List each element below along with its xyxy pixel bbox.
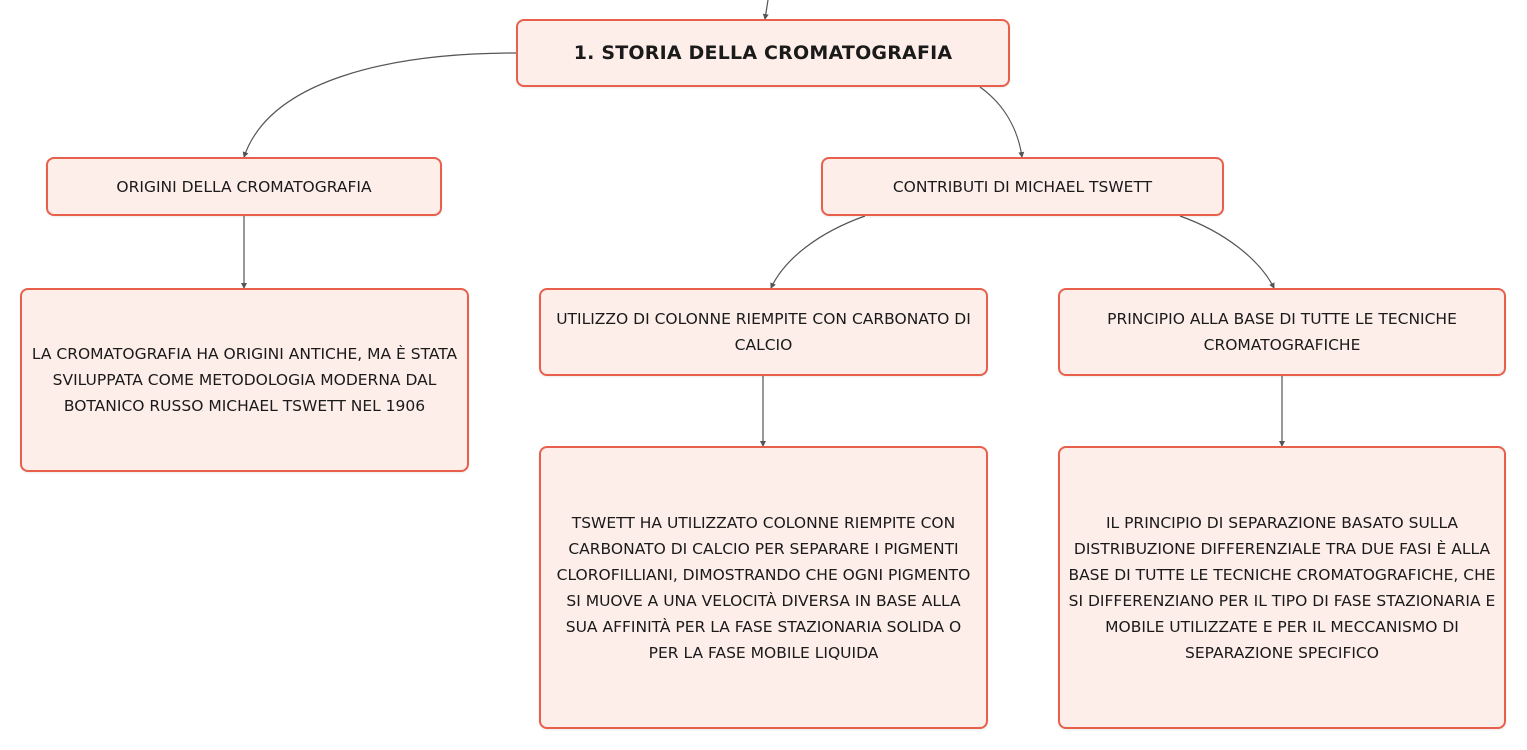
connector-root-to-contributions bbox=[980, 87, 1022, 157]
contributions-topic-node[interactable] bbox=[821, 157, 1224, 216]
origins-detail-text: LA CROMATOGRAFIA HA ORIGINI ANTICHE, MA È STATA SVILUPPATA COME METODOLOGIA MODERNA DAL BOTANICO RUSSO MICHAEL TSWETT NEL 1906 bbox=[31, 345, 458, 415]
columns-topic-label: UTILIZZO DI COLONNE RIEMPITE CON CARBONATO DI CALCIO bbox=[556, 310, 971, 354]
columns-detail-node[interactable] bbox=[539, 446, 988, 729]
principle-detail-text: IL PRINCIPIO DI SEPARAZIONE BASATO SULLA DISTRIBUZIONE DIFFERENZIALE TRA DUE FASI È ALLA BASE DI TUTTE LE TECNICHE CROMATOGRAFICHE, CHE SI DIFFERENZIANO PER IL TIPO DI FASE STAZIONARIA E MOBILE UTILIZZATE E PER IL MECCANISMO DI SEPARAZIONE SPECIFICO bbox=[1068, 513, 1496, 662]
connector-contributions-to-columns bbox=[771, 216, 865, 288]
root-topic-node[interactable] bbox=[516, 19, 1010, 87]
root-topic-label: 1. STORIA DELLA CROMATOGRAFIA bbox=[573, 42, 953, 64]
origins-topic-label: ORIGINI DELLA CROMATOGRAFIA bbox=[116, 177, 372, 196]
principle-topic-node[interactable] bbox=[1058, 288, 1506, 376]
connector-contributions-to-principle bbox=[1180, 216, 1274, 288]
contributions-topic-label: CONTRIBUTI DI MICHAEL TSWETT bbox=[892, 177, 1153, 196]
principle-detail-node[interactable] bbox=[1058, 446, 1506, 729]
columns-topic-node[interactable] bbox=[539, 288, 988, 376]
connector-root-to-origins bbox=[244, 53, 516, 157]
connector-parent-to-root bbox=[765, 0, 768, 19]
origins-detail-node[interactable] bbox=[20, 288, 469, 472]
origins-topic-node[interactable] bbox=[46, 157, 442, 216]
columns-detail-text: TSWETT HA UTILIZZATO COLONNE RIEMPITE CON CARBONATO DI CALCIO PER SEPARARE I PIGMENTI CLOROFILLIANI, DIMOSTRANDO CHE OGNI PIGMENTO SI MUOVE A UNA VELOCITÀ DIVERSA IN BASE ALLA SUA AFFINITÀ PER LA FASE STAZIONARIA SOLIDA O PER LA FASE MOBILE LIQUIDA bbox=[556, 513, 971, 662]
principle-topic-label: PRINCIPIO ALLA BASE DI TUTTE LE TECNICHE CROMATOGRAFICHE bbox=[1107, 310, 1457, 354]
